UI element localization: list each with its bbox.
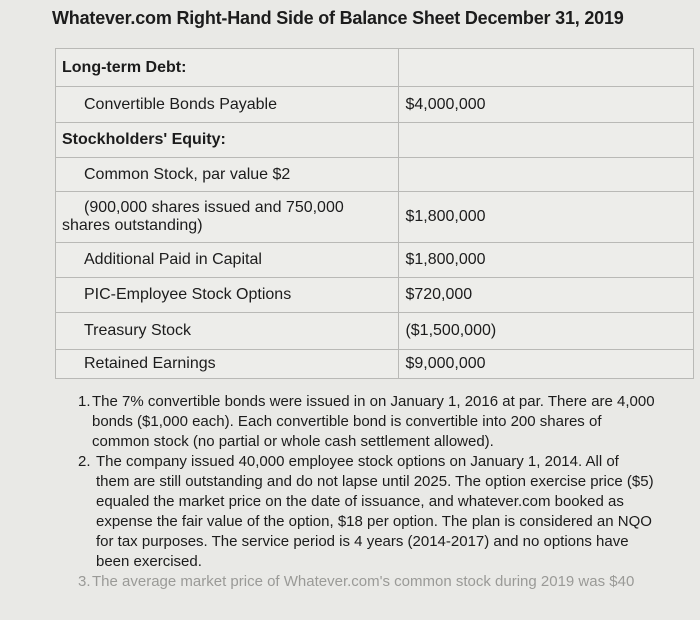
notes-list xyxy=(78,392,656,592)
note-number: 2. xyxy=(78,453,91,470)
list-item xyxy=(78,392,656,452)
table-row xyxy=(56,123,694,158)
table-row xyxy=(56,158,694,192)
table-row xyxy=(56,243,694,278)
shares-outstanding-label xyxy=(56,192,399,243)
retained-earnings-value: $9,000,000 xyxy=(399,350,694,379)
apic-label: Additional Paid in Capital xyxy=(56,243,399,278)
note-number: 3. xyxy=(78,573,91,590)
long-term-debt-heading: Long-term Debt: xyxy=(56,49,399,87)
balance-sheet-table xyxy=(55,48,694,379)
list-item xyxy=(78,572,656,592)
table-row xyxy=(56,313,694,350)
note-text: The company issued 40,000 employee stock options on January 1, 2014. All of them are still outstanding and do not lapse until 2025. The option exercise price ($5) equaled the market price on the date of issuance, and whatever.com booked as expense the fair value of the option, $18 per option. The plan is considered an NQO for tax purposes. The service period is 4 years (2014-2017) and no options have been exercised. xyxy=(96,453,654,570)
apic-value: $1,800,000 xyxy=(399,243,694,278)
stockholders-equity-heading: Stockholders' Equity: xyxy=(56,123,399,158)
note-text: The 7% convertible bonds were issued in on January 1, 2016 at par. There are 4,000 bonds ($1,000 each). Each convertible bond is convertible into 200 shares of common stock (no partial or whole cash settlement allowed). xyxy=(92,393,655,450)
common-stock-label: Common Stock, par value $2 xyxy=(56,158,399,192)
pic-options-label: PIC-Employee Stock Options xyxy=(56,278,399,313)
shares-label-line2: shares outstanding) xyxy=(62,217,203,234)
convertible-bonds-value: $4,000,000 xyxy=(399,87,694,123)
retained-earnings-label: Retained Earnings xyxy=(56,350,399,379)
table-row xyxy=(56,49,694,87)
table-row xyxy=(56,278,694,313)
empty-cell xyxy=(399,123,694,158)
list-item xyxy=(78,452,656,572)
table-row xyxy=(56,87,694,123)
treasury-stock-label: Treasury Stock xyxy=(56,313,399,350)
treasury-stock-value: ($1,500,000) xyxy=(399,313,694,350)
common-stock-value: $1,800,000 xyxy=(399,192,694,243)
empty-cell xyxy=(399,158,694,192)
page-title: Whatever.com Right-Hand Side of Balance Sheet December 31, 2019 xyxy=(52,8,624,28)
note-text: The average market price of Whatever.com's common stock during 2019 was $40 xyxy=(92,573,635,590)
table-row xyxy=(56,192,694,243)
table-row xyxy=(56,350,694,379)
pic-options-value: $720,000 xyxy=(399,278,694,313)
note-number: 1. xyxy=(78,393,91,410)
shares-label-line1: (900,000 shares issued and 750,000 xyxy=(84,199,344,216)
empty-cell xyxy=(399,49,694,87)
convertible-bonds-label: Convertible Bonds Payable xyxy=(56,87,399,123)
